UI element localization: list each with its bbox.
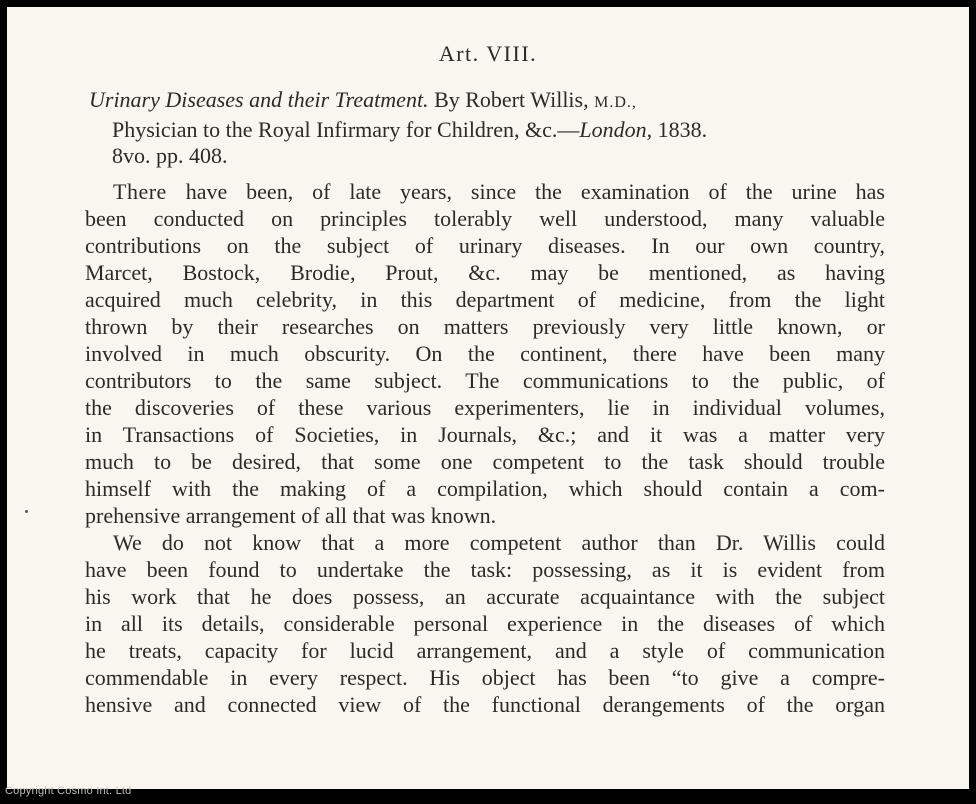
- paragraph-1-line: contributors to the same subject. The communications to the public, of: [85, 368, 885, 393]
- citation-line-2: [89, 117, 889, 144]
- book-title: Urinary Diseases and their Treatment.: [89, 87, 429, 112]
- publication-year: 1838.: [657, 116, 708, 142]
- paragraph-2-line: he treats, capacity for lucid arrangement, and a style of communication: [85, 638, 885, 663]
- paragraph-1-first-word: There: [113, 179, 167, 204]
- paragraph-1-line: been conducted on principles tolerably well understood, many valuable: [85, 206, 885, 231]
- paragraph-1-line: acquired much celebrity, in this department of medicine, from the light: [85, 287, 885, 312]
- author-position: Physician to the Royal Infirmary for Children, &c.—: [112, 116, 580, 142]
- paragraph-2-line: have been found to undertake the task: possessing, as it is evident from: [85, 557, 885, 582]
- book-author: By Robert Willis,: [434, 87, 589, 112]
- paragraph-1-line: prehensive arrangement of all that was known.: [85, 503, 497, 528]
- paragraph-1-line: the discoveries of these various experimenters, lie in individual volumes,: [85, 395, 885, 420]
- ink-speck: [25, 510, 28, 513]
- paragraph-1-line: in Transactions of Societies, in Journals, &c.; and it was a matter very: [85, 422, 885, 447]
- author-degree: M.D.,: [594, 94, 637, 111]
- citation-line-3: 8vo. pp. 408.: [112, 143, 228, 168]
- paragraph-1-line: himself with the making of a compilation, which should contain a com-: [85, 476, 885, 501]
- article-heading: Art. VIII.: [438, 41, 538, 66]
- citation-line-1: [89, 87, 889, 117]
- paragraph-2-line: in all its details, considerable personal experience in the diseases of which: [85, 611, 885, 636]
- publication-place: London,: [579, 116, 653, 142]
- paragraph-1-line: contributions on the subject of urinary diseases. In our own country,: [85, 233, 885, 258]
- paragraph-1-line: involved in much obscurity. On the continent, there have been many: [85, 341, 885, 366]
- paragraph-2-line: his work that he does possess, an accurate acquaintance with the subject: [85, 584, 885, 609]
- paragraph-1-line: thrown by their researches on matters previously very little known, or: [85, 314, 885, 339]
- paragraph-2-line: hensive and connected view of the functional derangements of the organ: [85, 692, 885, 717]
- paragraph-2-line: commendable in every respect. His object has been “to give a compre-: [85, 665, 885, 690]
- paragraph-2-line: We do not know that a more competent author than Dr. Willis could: [113, 530, 885, 555]
- copyright-notice: Copyright Cosmo Int. Ltd: [5, 785, 132, 797]
- paragraph-1-line-1: There have been, of late years, since the examination of the urine has: [113, 179, 885, 204]
- paragraph-1-line: much to be desired, that some one competent to the task should trouble: [85, 449, 885, 474]
- document-page: [7, 7, 969, 789]
- article-body: [85, 178, 885, 718]
- book-citation: [89, 87, 889, 170]
- paragraph-1-line: Marcet, Bostock, Brodie, Prout, &c. may be mentioned, as having: [85, 260, 885, 285]
